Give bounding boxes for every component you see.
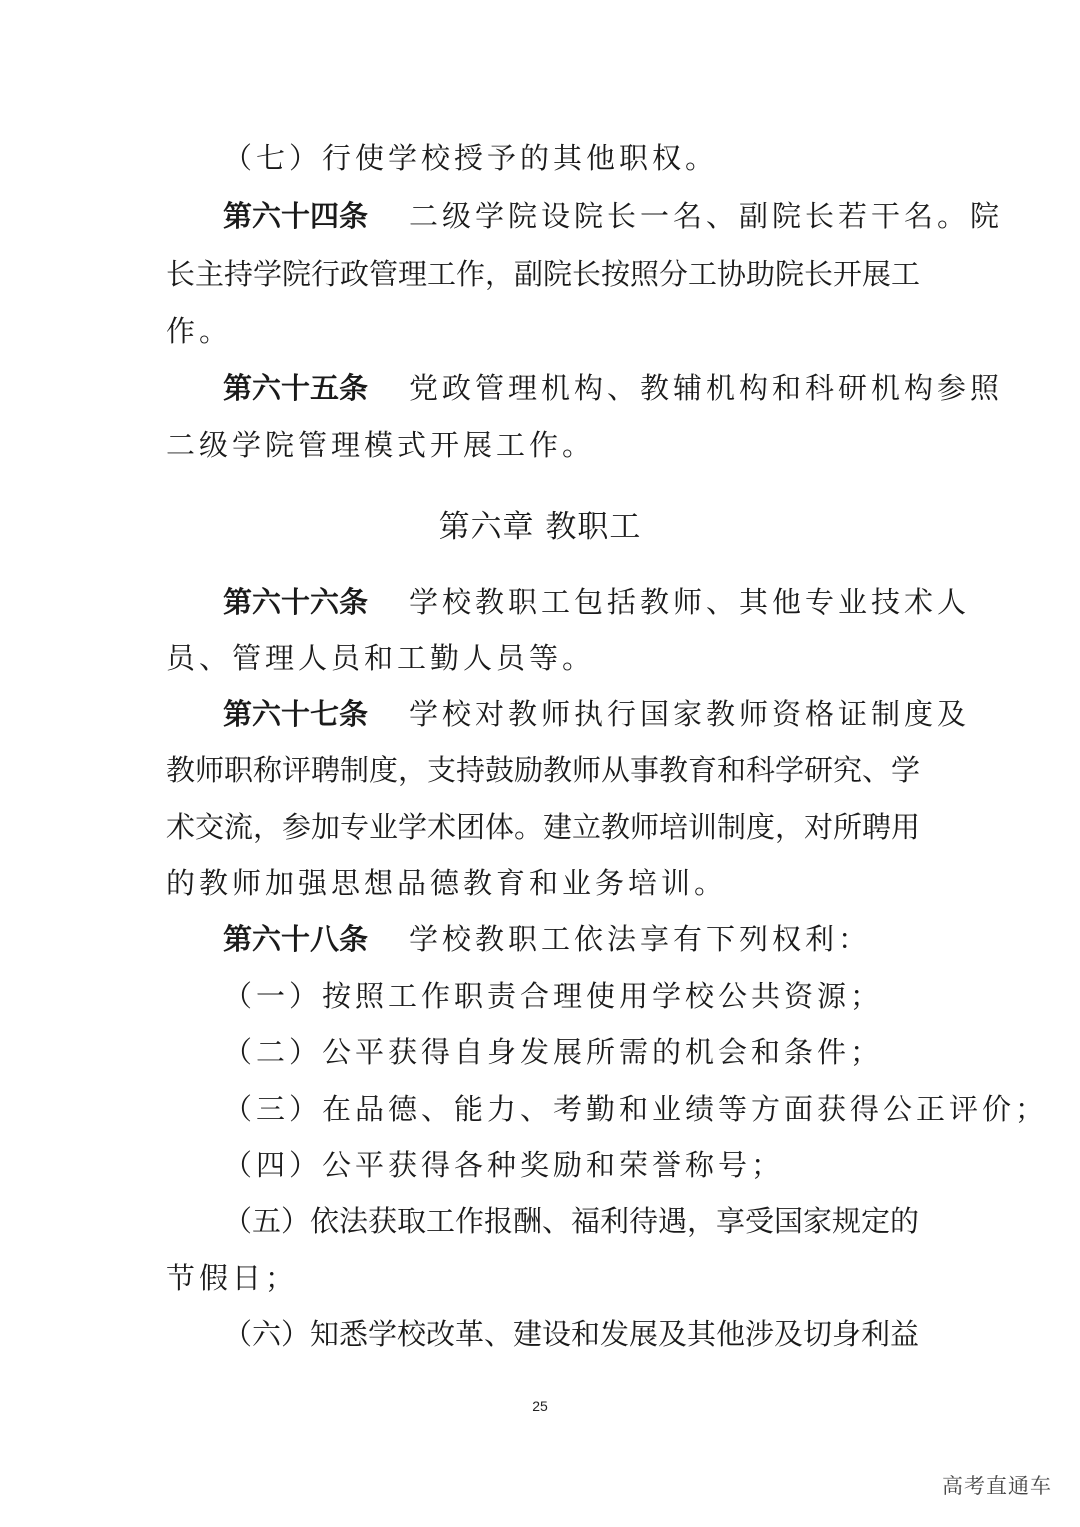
article-67-line-4: 的教师加强思想品德教育和业务培训。 — [166, 866, 728, 900]
article-68-label: 第六十八条 — [223, 922, 369, 956]
article-66-text-1: 学校教职工包括教师、其他专业技术人 — [409, 585, 971, 619]
page-number: 25 — [532, 1398, 548, 1414]
article-64-line-1 — [223, 196, 1004, 236]
list-item: （二）公平获得自身发展所需的机会和条件； — [223, 1035, 884, 1069]
list-item: （一）按照工作职责合理使用学校公共资源； — [223, 979, 884, 1013]
article-65-line-1 — [223, 368, 1004, 408]
article-67-label: 第六十七条 — [223, 697, 369, 731]
chapter-title: 第六章 教职工 — [438, 509, 642, 545]
article-64-label: 第六十四条 — [223, 199, 369, 233]
article-66-label: 第六十六条 — [223, 585, 369, 619]
article-64-line-2: 长主持学院行政管理工作，副院长按照分工协助院长开展工 — [166, 257, 921, 291]
article-67-text-1: 学校对教师执行国家教师资格证制度及 — [409, 697, 971, 731]
article-68-line-1 — [223, 919, 918, 959]
article-65-text-1: 党政管理机构、教辅机构和科研机构参照 — [409, 371, 1004, 405]
article-68-text-1: 学校教职工依法享有下列权利： — [409, 922, 872, 956]
list-item: （三）在品德、能力、考勤和业绩等方面获得公正评价； — [223, 1092, 1049, 1126]
list-item: （四）公平获得各种奖励和荣誉称号； — [223, 1148, 785, 1182]
article-67-line-1 — [223, 694, 971, 734]
item-7: （七）行使学校授予的其他职权。 — [223, 141, 719, 175]
article-64-line-3: 作。 — [166, 314, 233, 348]
article-66-line-1 — [223, 582, 971, 622]
list-item-continuation: 节假日； — [166, 1261, 299, 1295]
article-64-text-1: 二级学院设院长一名、副院长若干名。院 — [409, 199, 1004, 233]
article-65-line-2: 二级学院管理模式开展工作。 — [166, 428, 596, 462]
article-66-line-2: 员、管理人员和工勤人员等。 — [166, 641, 596, 675]
list-item: （六）知悉学校改革、建设和发展及其他涉及切身利益 — [223, 1317, 920, 1351]
article-65-label: 第六十五条 — [223, 371, 369, 405]
watermark: 高考直通车 — [942, 1474, 1052, 1498]
article-67-line-3: 术交流，参加专业学术团体。建立教师培训制度，对所聘用 — [166, 810, 921, 844]
article-67-line-2: 教师职称评聘制度，支持鼓励教师从事教育和科学研究、学 — [166, 753, 921, 787]
list-item: （五）依法获取工作报酬、福利待遇，享受国家规定的 — [223, 1204, 920, 1238]
